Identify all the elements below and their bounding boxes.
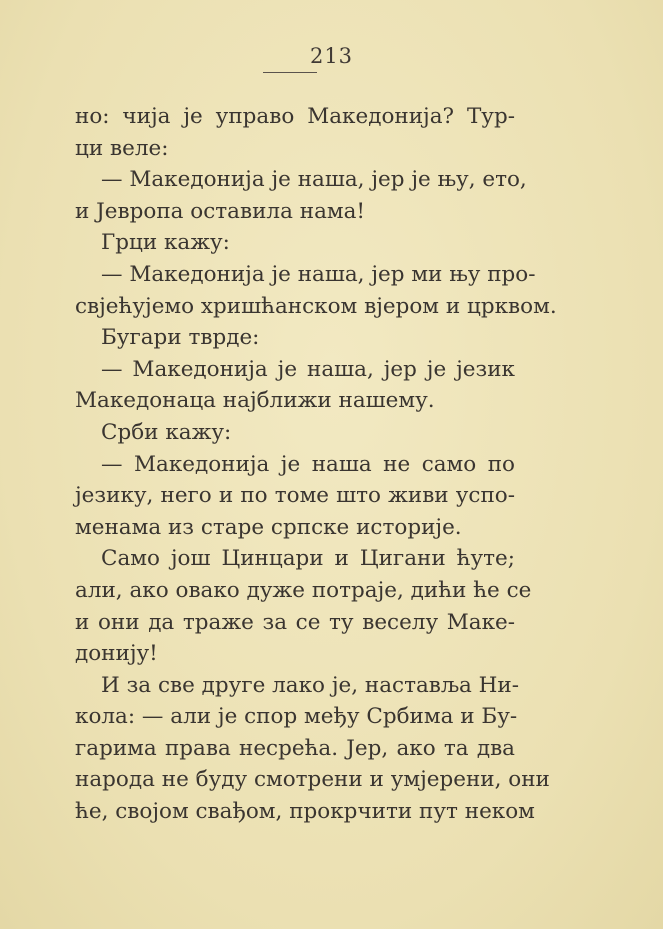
text-line: народа не буду смотрени и умјерени, они (75, 767, 550, 793)
text-line: донију! (75, 641, 158, 667)
text-line: Грци кажу: (101, 230, 230, 256)
text-line: Бугари тврде: (101, 325, 260, 351)
text-line: и они да траже за се ту веселу Маке- (75, 609, 515, 635)
text-line: И за све друге лако је, наставља Ни- (101, 672, 520, 698)
page-number-rule (263, 72, 317, 73)
text-line: — Македонија је наша не само по (101, 451, 515, 477)
page-number: 213 (309, 44, 354, 68)
text-line: гарима права несрећа. Јер, ако та два (75, 735, 515, 761)
text-line: Срби кажу: (101, 419, 232, 445)
text-line: ће, својом свађом, прокрчити пут неком (75, 799, 535, 825)
text-line: језику, него и по томе што живи успо- (75, 483, 515, 509)
text-line: ци веле: (75, 135, 169, 161)
text-line: али, ако овако дуже потраје, дићи ће се (75, 577, 532, 603)
text-line: кола: — али је спор међу Србима и Бу- (75, 704, 518, 730)
text-line: — Македонија је наша, јер је њу, ето, (101, 167, 527, 193)
text-line: Македонаца најближи нашему. (75, 388, 435, 414)
text-line: Само још Цинцари и Цигани ћуте; (101, 546, 515, 572)
body-text (75, 101, 557, 828)
text-line: — Македонија је наша, јер је језик (101, 356, 515, 382)
text-line: и Јевропа оставила нама! (75, 198, 366, 224)
text-line: но: чија је управо Македонија? Тур- (75, 104, 515, 129)
text-line: менама из старе српске историје. (75, 514, 462, 540)
text-line: — Македонија је наша, јер ми њу про- (101, 261, 536, 287)
text-line: свјећујемо хришћанском вјером и црквом. (75, 293, 557, 319)
